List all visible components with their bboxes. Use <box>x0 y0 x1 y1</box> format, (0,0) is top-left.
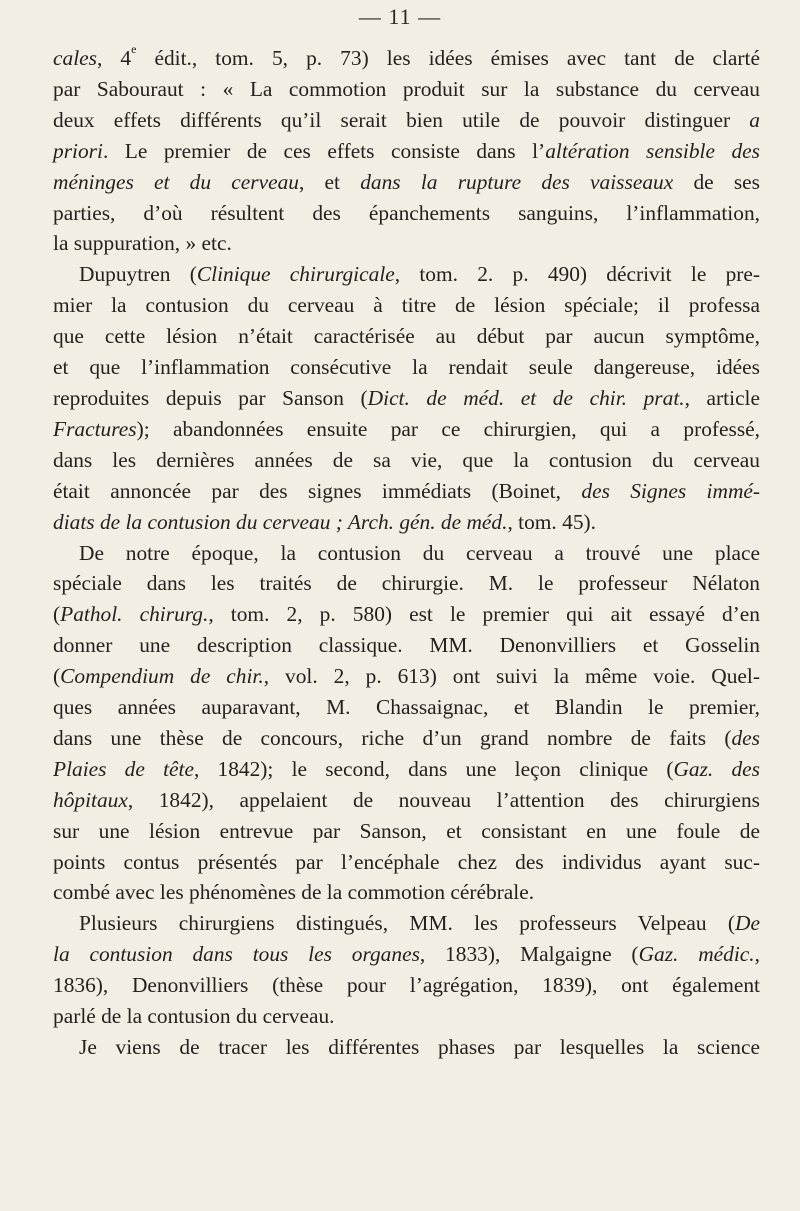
text-line: parties, d’où résultent des épanchements sanguins, l’inflammation, <box>53 200 760 225</box>
text-line: et que l’inflammation consécutive la rendait seule dangereuse, idées <box>53 355 760 380</box>
text-line: diats de la contusion du cerveau ; Arch. gén. de méd., tom. 45). <box>53 509 596 534</box>
text-line: 1836), Denonvilliers (thèse pour l’agrégation, 1839), ont également <box>53 973 760 998</box>
text-line: ques années auparavant, M. Chassaignac, et Blandin le premier, <box>53 695 760 720</box>
text-line: mier la contusion du cerveau à titre de lésion spéciale; il professa <box>53 293 760 318</box>
text-line: parlé de la contusion du cerveau. <box>53 1004 335 1029</box>
text-line: la contusion dans tous les organes, 1833), Malgaigne (Gaz. médic., <box>53 942 760 967</box>
text-line: dans une thèse de concours, riche d’un grand nombre de faits (des <box>53 725 760 750</box>
text-line: était annoncée par des signes immédiats (Boinet, des Signes immé- <box>53 478 761 503</box>
paragraph <box>53 1032 760 1063</box>
text-line: donner une description classique. MM. Denonvilliers et Gosselin <box>53 633 760 658</box>
text-line: spéciale dans les traités de chirurgie. M. le professeur Nélaton <box>53 571 760 596</box>
text-line: priori. Le premier de ces effets consiste dans l’altération sensible des <box>53 138 760 163</box>
text-line: méninges et du cerveau, et dans la rupture des vaisseaux de ses <box>53 169 760 194</box>
text-line: combé avec les phénomènes de la commotion cérébrale. <box>53 880 535 905</box>
text-line: que cette lésion n’était caractérisée au début par aucun symptôme, <box>53 324 760 349</box>
text-line: deux effets différents qu’il serait bien utile de pouvoir distinguer a <box>53 107 760 132</box>
text-line: Je viens de tracer les différentes phases par lesquelles la science <box>79 1035 760 1059</box>
paragraph <box>53 43 760 259</box>
text-line: Plusieurs chirurgiens distingués, MM. les professeurs Velpeau (De <box>79 911 760 936</box>
text-line: points contus présentés par l’encéphale chez des individus ayant suc- <box>53 849 760 874</box>
text-line: la suppuration, » etc. <box>53 231 232 256</box>
text-line: reproduites depuis par Sanson (Dict. de méd. et de chir. prat., article <box>53 385 760 410</box>
paragraph <box>53 259 760 537</box>
text-line: par Sabouraut : « La commotion produit sur la substance du cerveau <box>53 76 760 101</box>
text-line: cales, 4e édit., tom. 5, p. 73) les idées émises avec tant de clarté <box>53 42 760 70</box>
text-line: Plaies de tête, 1842); le second, dans une leçon clinique (Gaz. des <box>53 756 760 781</box>
paragraph <box>53 538 760 909</box>
paragraph <box>53 908 760 1032</box>
text-line: dans les dernières années de sa vie, que la contusion du cerveau <box>53 447 760 472</box>
text-line: sur une lésion entrevue par Sanson, et consistant en une foule de <box>53 818 760 843</box>
text-line: Fractures); abandonnées ensuite par ce chirurgien, qui a professé, <box>53 416 760 441</box>
body-text <box>53 43 760 1063</box>
text-line: hôpitaux, 1842), appelaient de nouveau l’attention des chirurgiens <box>53 787 760 812</box>
page-number: — 11 — <box>358 4 442 29</box>
text-line: (Pathol. chirurg., tom. 2, p. 580) est le premier qui ait essayé d’en <box>53 602 760 627</box>
text-line: (Compendium de chir., vol. 2, p. 613) ont suivi la même voie. Quel- <box>53 664 760 689</box>
text-line: De notre époque, la contusion du cerveau a trouvé une place <box>79 540 760 565</box>
text-line: Dupuytren (Clinique chirurgicale, tom. 2. p. 490) décrivit le pre- <box>79 262 761 287</box>
